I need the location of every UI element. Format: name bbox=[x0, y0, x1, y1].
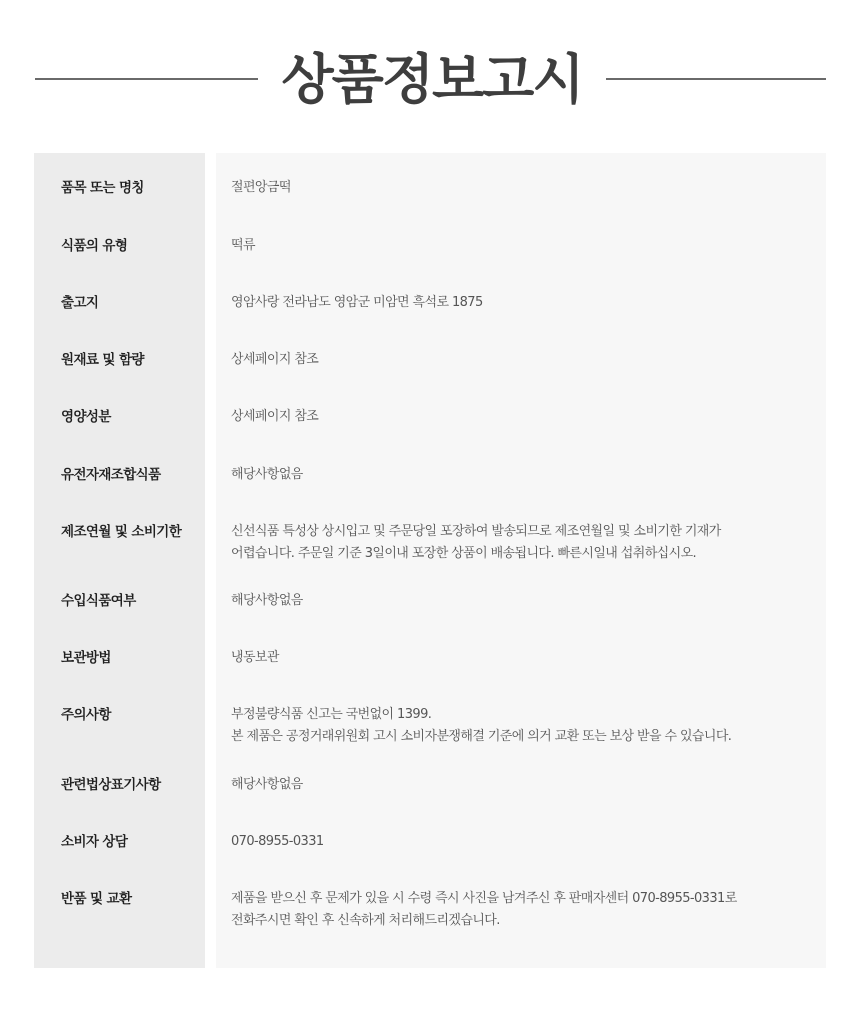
row-label: 관련법상표기사항 bbox=[61, 777, 161, 793]
row-value: 신선식품 특성상 상시입고 및 주문당일 포장하여 발송되므로 제조연월일 및 소비기한 기재가 어렵습니다. 주문일 기준 3일이내 포장한 상품이 배송됩니다. 빠른시일내 섭취하십시오. bbox=[231, 524, 721, 561]
row-label: 영양성분 bbox=[61, 409, 111, 425]
page-header bbox=[0, 40, 860, 120]
row-value: 떡류 bbox=[231, 238, 255, 253]
row-label: 원재료 및 함량 bbox=[61, 352, 144, 368]
row-label: 소비자 상담 bbox=[61, 834, 128, 850]
row-value: 상세페이지 참조 bbox=[231, 352, 319, 367]
product-info-table bbox=[34, 153, 826, 968]
row-value: 070-8955-0331 bbox=[231, 834, 324, 849]
row-value: 해당사항없음 bbox=[231, 467, 303, 482]
row-value: 제품을 받으신 후 문제가 있을 시 수령 즉시 사진을 남겨주신 후 판매자센터 070-8955-0331로 전화주시면 확인 후 신속하게 처리해드리겠습니다. bbox=[231, 891, 737, 928]
page-title: 상품정보고시 bbox=[281, 48, 583, 111]
row-value: 영암사랑 전라남도 영암군 미암면 흑석로 1875 bbox=[231, 295, 483, 310]
row-label: 식품의 유형 bbox=[61, 238, 128, 254]
row-label: 수입식품여부 bbox=[61, 593, 136, 609]
row-value: 해당사항없음 bbox=[231, 777, 303, 792]
row-value: 부정불량식품 신고는 국번없이 1399. 본 제품은 공정거래위원회 고시 소비자분쟁해결 기준에 의거 교환 또는 보상 받을 수 있습니다. bbox=[231, 707, 732, 744]
row-label: 출고지 bbox=[61, 295, 99, 311]
title-rule-right bbox=[606, 78, 826, 80]
title-rule-left bbox=[35, 78, 258, 80]
row-value: 해당사항없음 bbox=[231, 593, 303, 608]
row-label: 유전자재조합식품 bbox=[61, 467, 161, 483]
row-value: 냉동보관 bbox=[231, 650, 279, 665]
row-label: 보관방법 bbox=[61, 650, 111, 666]
row-label: 제조연월 및 소비기한 bbox=[61, 524, 182, 540]
row-value: 절편앙금떡 bbox=[231, 180, 291, 195]
row-label: 품목 또는 명칭 bbox=[61, 180, 144, 196]
row-value: 상세페이지 참조 bbox=[231, 409, 319, 424]
row-label: 주의사항 bbox=[61, 707, 111, 723]
row-label: 반품 및 교환 bbox=[61, 891, 132, 907]
